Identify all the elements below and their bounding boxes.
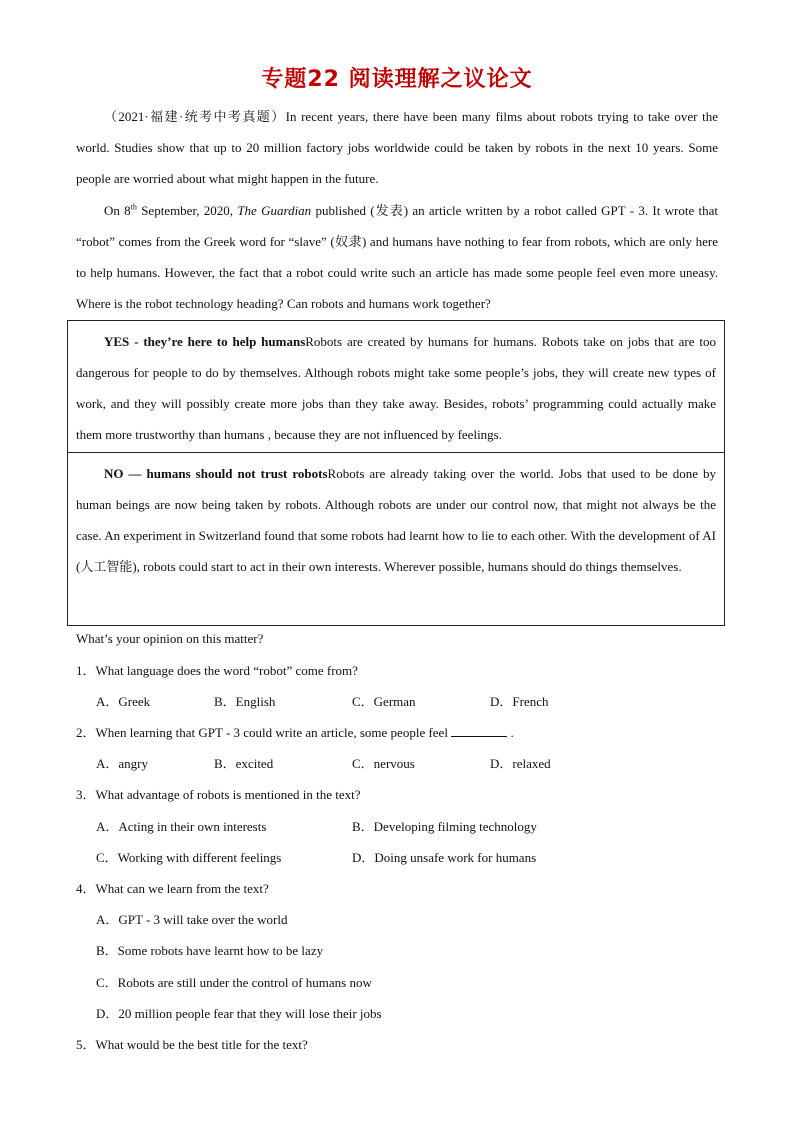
q2-answer-blank[interactable] <box>451 724 507 737</box>
no-heading: NO — humans should not trust robots <box>104 466 328 481</box>
date-rest: September, 2020, <box>136 203 238 218</box>
yes-section <box>68 321 724 452</box>
date-suffix: th <box>130 202 137 212</box>
q2-option-d[interactable]: D．relaxed <box>490 756 551 771</box>
opinion-box <box>67 320 725 626</box>
q4-option-c[interactable]: C．Robots are still under the control of humans now <box>96 975 372 990</box>
question-4-stem: 4．What can we learn from the text? <box>76 881 269 896</box>
yes-text: Robots are created by humans for humans. Robots take on jobs that are too dangerous for people to do by themselves. Although robots might take some people’s jobs, they will create new types of work, and they will possibly create more jobs than they take away. Besides, robots’ programming could actually make them more trustworthy than humans , because they are not influenced by feelings. <box>76 334 716 442</box>
source-label: （2021·福建·统考中考真题） <box>104 109 286 124</box>
intro-text-1: In recent years, there have been many films about robots trying to take over the world. Studies show that up to 20 million factory jobs worldwide could be taken by robots in the next 10 years. Some people are worried about what might happen in the future. <box>76 109 718 186</box>
q1-option-a[interactable]: A．Greek <box>96 694 151 709</box>
q4-option-d[interactable]: D．20 million people fear that they will lose their jobs <box>96 1006 382 1021</box>
q1-option-b[interactable]: B．English <box>214 694 276 709</box>
date-day: On 8 <box>104 203 131 218</box>
no-section <box>68 453 724 625</box>
q2-option-c[interactable]: C．nervous <box>352 756 415 771</box>
yes-heading: YES - they’re here to help humans <box>104 334 306 349</box>
q3-option-c[interactable]: C．Working with different feelings <box>96 850 282 865</box>
q1-option-c[interactable]: C．German <box>352 694 416 709</box>
opinion-question: What’s your opinion on this matter? <box>76 631 264 646</box>
question-3-stem: 3．What advantage of robots is mentioned in the text? <box>76 787 361 802</box>
intro-paragraph-2 <box>76 195 718 319</box>
page-title: 专题22 阅读理解之议论文 <box>261 67 533 92</box>
question-2-stem <box>76 723 514 743</box>
intro-text-2: published (发表) an article written by a robot called GPT - 3. It wrote that “robot” comes from the Greek word for “slave” (奴隶) and humans have nothing to fear from robots, which are only here to help humans. However, the fact that a robot could write such an article has made some people feel even more uneasy. Where is the robot technology heading? Can robots and humans work together? <box>76 203 718 311</box>
q2-stem-after: . <box>507 725 514 740</box>
newspaper-name: The Guardian <box>237 203 312 218</box>
question-5-stem: 5．What would be the best title for the text? <box>76 1037 308 1052</box>
q3-option-d[interactable]: D．Doing unsafe work for humans <box>352 850 537 865</box>
question-1-stem: 1．What language does the word “robot” come from? <box>76 663 358 678</box>
q2-stem-before: 2．When learning that GPT - 3 could write an article, some people feel <box>76 725 452 740</box>
q4-option-a[interactable]: A．GPT - 3 will take over the world <box>96 912 288 927</box>
q3-option-a[interactable]: A．Acting in their own interests <box>96 819 267 834</box>
q4-option-b[interactable]: B．Some robots have learnt how to be lazy <box>96 943 324 958</box>
q2-option-b[interactable]: B．excited <box>214 756 274 771</box>
no-text: Robots are already taking over the world. Jobs that used to be done by human beings are now being taken by robots. Although robots are under our control now, that might not always be the case. An experiment in Switzerland found that some robots had learnt how to lie to each other. With the development of AI (人工智能), robots could start to act in their own interests. Wherever possible, humans should do things themselves. <box>76 466 717 574</box>
q3-option-b[interactable]: B．Developing filming technology <box>352 819 537 834</box>
intro-paragraph-1 <box>76 101 718 194</box>
q2-option-a[interactable]: A．angry <box>96 756 148 771</box>
q1-option-d[interactable]: D．French <box>490 694 549 709</box>
